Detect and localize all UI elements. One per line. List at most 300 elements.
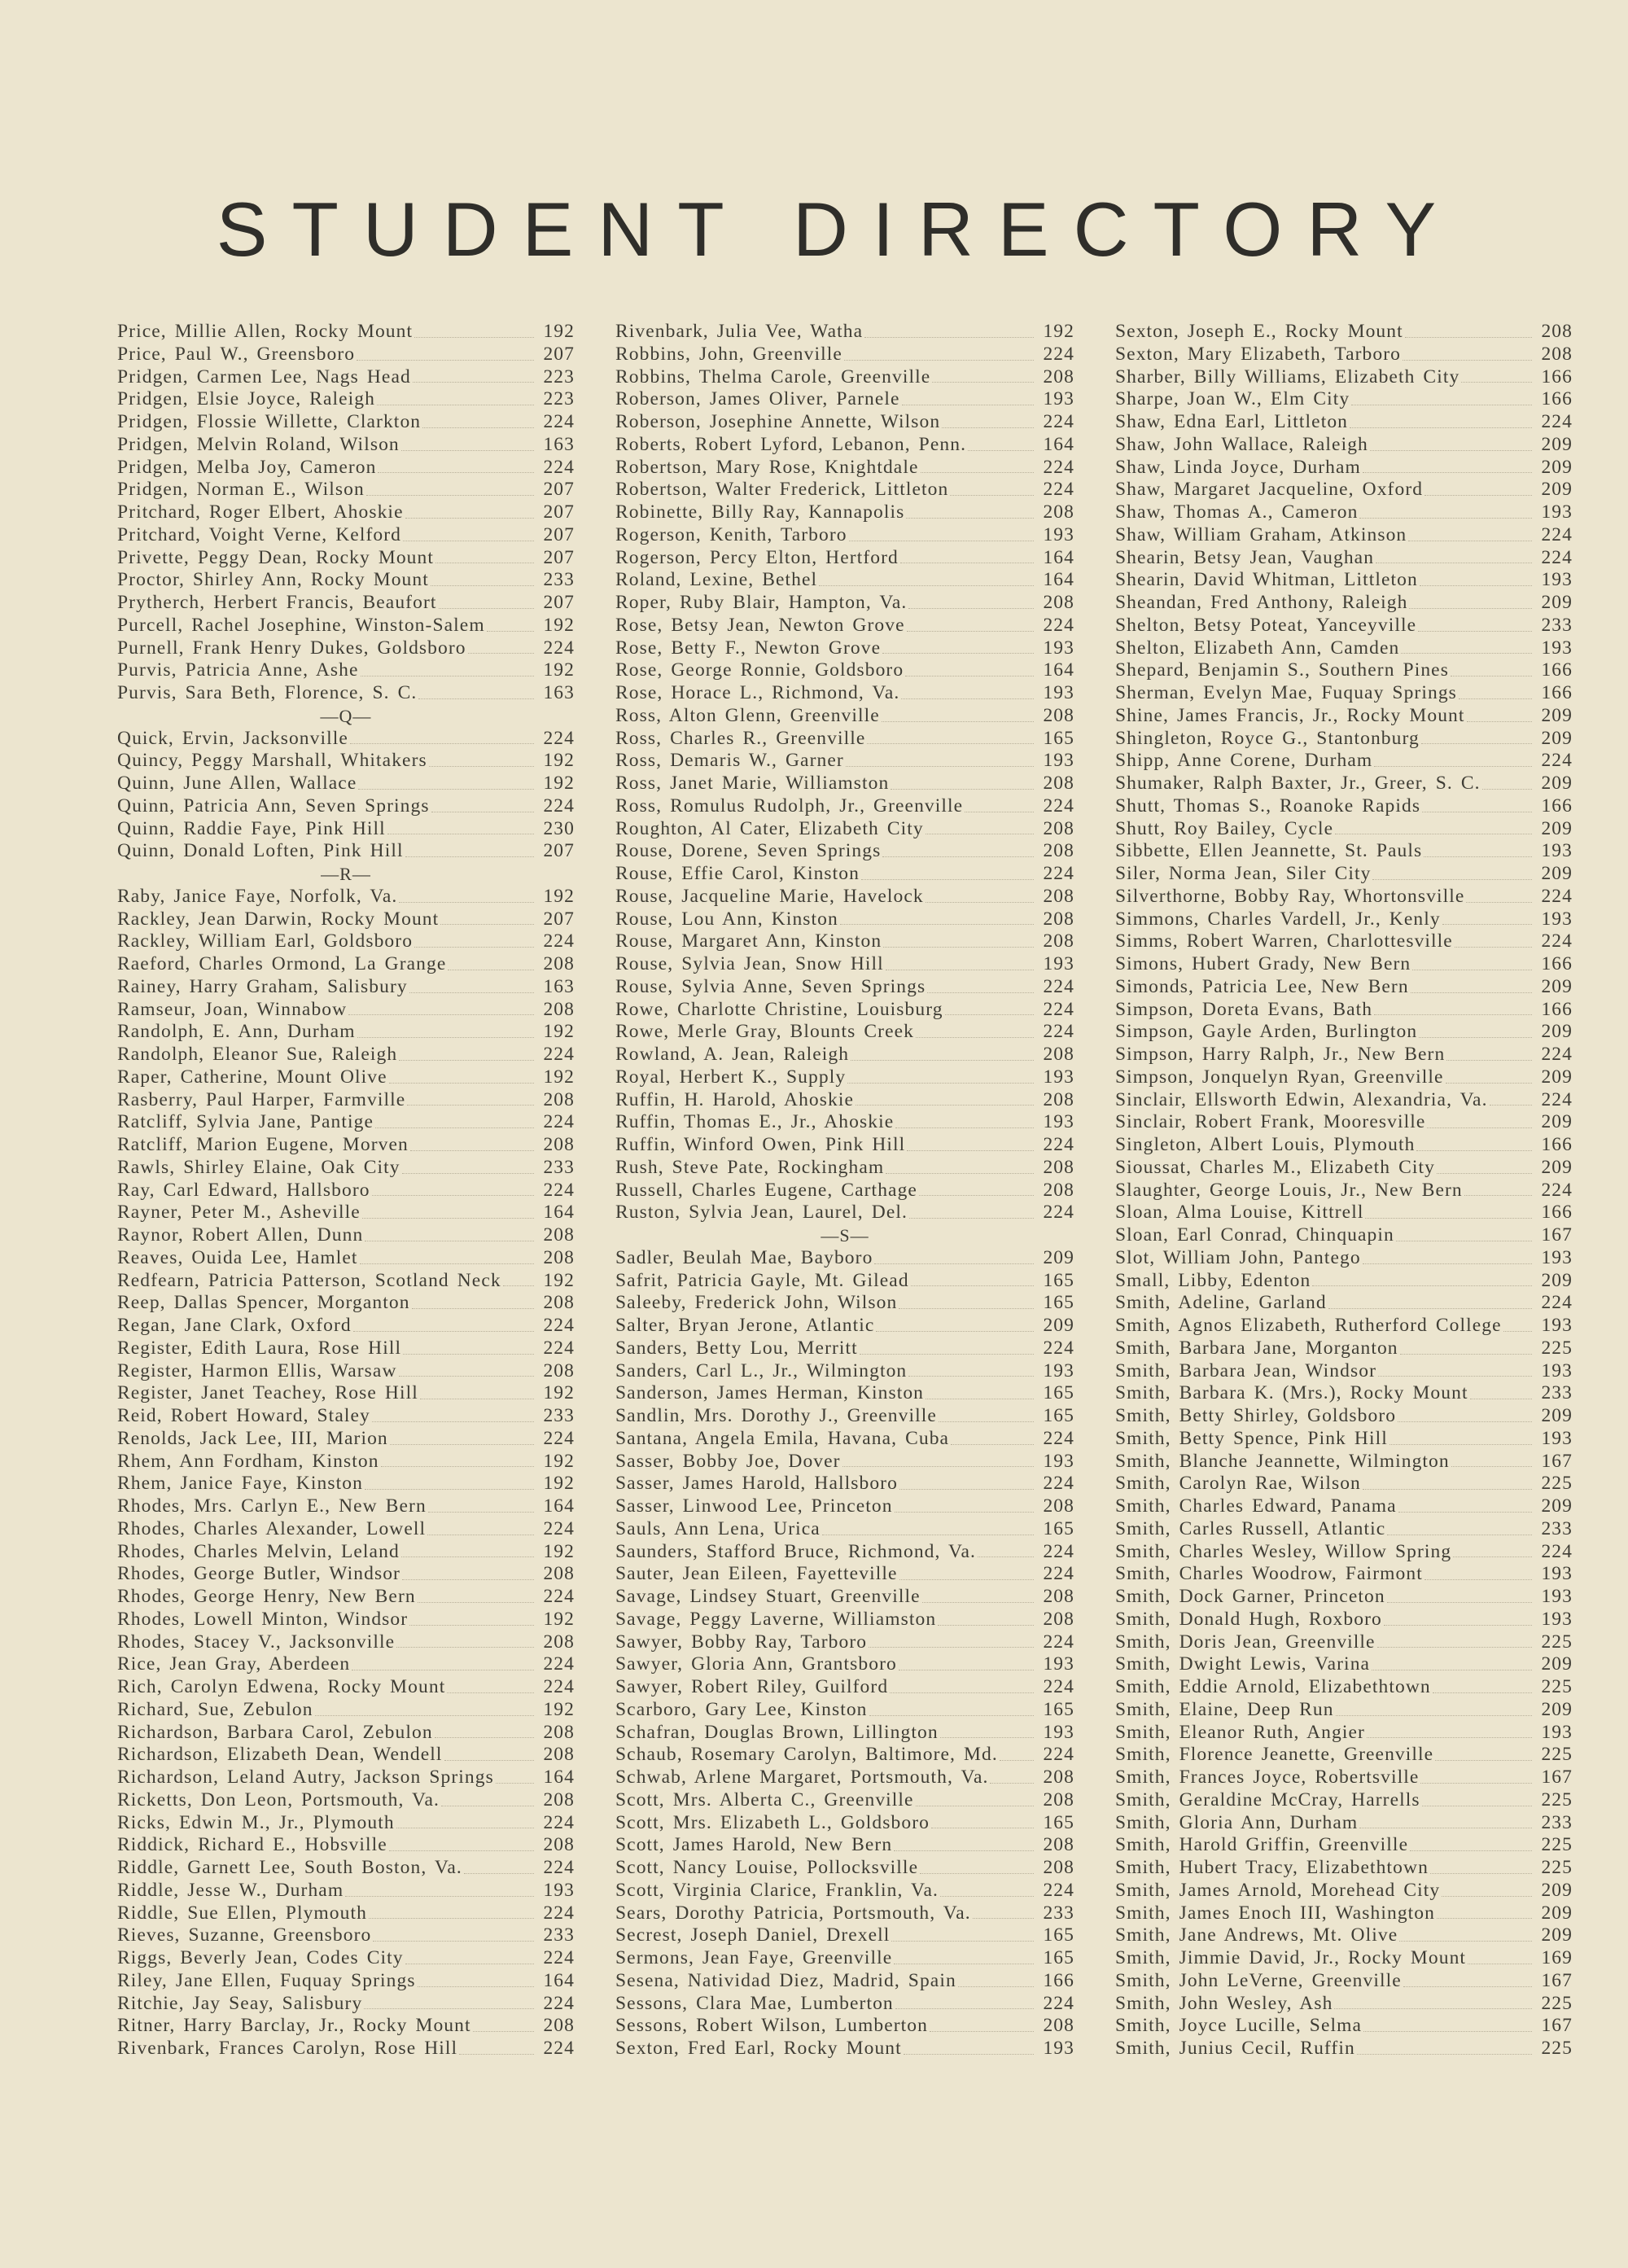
dot-leader — [409, 1625, 534, 1626]
student-name-hometown: Simons, Hubert Grady, New Bern — [1115, 953, 1411, 974]
directory-entry — [615, 750, 1074, 773]
directory-entry — [1115, 1880, 1573, 1902]
directory-entry — [1115, 1202, 1573, 1224]
student-name-hometown: Roper, Ruby Blair, Hampton, Va. — [615, 592, 908, 613]
student-name-hometown: Rose, Betty F., Newton Grove — [615, 637, 882, 659]
student-name-hometown: Sawyer, Bobby Ray, Tarboro — [615, 1631, 868, 1653]
page-number: 193 — [1541, 1586, 1573, 1607]
student-name-hometown: Sanders, Betty Lou, Merritt — [615, 1337, 858, 1359]
student-name-hometown: Riggs, Beverly Jean, Codes City — [117, 1947, 404, 1968]
page-number: 193 — [543, 1879, 575, 1901]
page-number: 224 — [1043, 1631, 1074, 1653]
directory-entry — [1115, 1586, 1573, 1609]
student-name-hometown: Robbins, John, Greenville — [615, 343, 842, 365]
page-number: 193 — [1043, 1653, 1074, 1675]
directory-entry — [615, 1270, 1074, 1293]
page-number: 193 — [1043, 388, 1074, 410]
student-name-hometown: Shearin, Betsy Jean, Vaughan — [1115, 546, 1375, 568]
student-name-hometown: Roberson, James Oliver, Parnele — [615, 388, 900, 410]
dot-leader — [1446, 1083, 1532, 1084]
dot-leader — [1482, 789, 1532, 790]
directory-entry — [615, 1495, 1074, 1518]
dot-leader — [882, 721, 1034, 722]
page-number: 224 — [1043, 1337, 1074, 1359]
student-name-hometown: Shipp, Anne Corene, Durham — [1115, 750, 1373, 772]
dot-leader — [362, 1218, 534, 1219]
student-name-hometown: Prytherch, Herbert Francis, Beaufort — [117, 592, 437, 613]
student-name-hometown: Simmons, Charles Vardell, Jr., Kenly — [1115, 908, 1441, 930]
dot-leader — [916, 1037, 1034, 1038]
page-number: 208 — [1043, 885, 1074, 907]
directory-entry — [615, 321, 1074, 344]
student-name-hometown: Sinclair, Ellsworth Edwin, Alexandria, Va. — [1115, 1088, 1488, 1110]
student-name-hometown: Smith, Gloria Ann, Durham — [1115, 1811, 1359, 1833]
student-name-hometown: Smith, James Arnold, Morehead City — [1115, 1879, 1441, 1901]
dot-leader — [1328, 1308, 1532, 1309]
page-number: 209 — [1541, 817, 1573, 839]
directory-entry — [615, 999, 1074, 1022]
student-name-hometown: Schafran, Douglas Brown, Lillington — [615, 1721, 939, 1743]
student-name-hometown: Ritner, Harry Barclay, Jr., Rocky Mount — [117, 2015, 471, 2037]
student-name-hometown: Rowe, Charlotte Christine, Louisburg — [615, 998, 943, 1020]
dot-leader — [1363, 472, 1532, 473]
directory-entry — [1115, 411, 1573, 434]
student-name-hometown: Simpson, Harry Ralph, Jr., New Bern — [1115, 1044, 1446, 1065]
directory-entry — [1115, 1111, 1573, 1134]
student-name-hometown: Ross, Alton Glenn, Greenville — [615, 704, 880, 726]
student-name-hometown: Siler, Norma Jean, Siler City — [1115, 863, 1372, 884]
dot-leader — [418, 698, 534, 699]
directory-entry — [117, 682, 575, 705]
page-number: 224 — [1043, 975, 1074, 997]
dot-leader — [503, 1285, 534, 1286]
directory-entry — [1115, 1947, 1573, 1970]
page-number: 224 — [543, 1315, 575, 1336]
student-name-hometown: Smith, Dock Garner, Princeton — [1115, 1586, 1385, 1607]
student-name-hometown: Redfearn, Patricia Patterson, Scotland Neck — [117, 1269, 501, 1291]
directory-entry — [117, 840, 575, 863]
directory-entry — [1115, 1405, 1573, 1428]
directory-entry — [117, 1180, 575, 1202]
student-name-hometown: Sibbette, Ellen Jeannette, St. Pauls — [1115, 840, 1423, 862]
directory-entry — [1115, 637, 1573, 660]
directory-entry — [615, 1044, 1074, 1066]
student-name-hometown: Raper, Catherine, Mount Olive — [117, 1066, 387, 1088]
dot-leader — [1442, 924, 1532, 925]
page-number: 209 — [1541, 863, 1573, 884]
student-name-hometown: Riley, Jane Ellen, Fuquay Springs — [117, 1969, 416, 1991]
directory-entry — [1115, 1722, 1573, 1745]
directory-entry — [117, 795, 575, 818]
directory-entry — [117, 1428, 575, 1451]
letter-section-header: —R— — [321, 864, 371, 884]
dot-leader — [909, 1218, 1034, 1219]
student-name-hometown: Robbins, Thelma Carole, Greenville — [615, 366, 931, 387]
directory-entry — [117, 930, 575, 953]
directory-entry — [117, 773, 575, 795]
directory-entry — [615, 1292, 1074, 1315]
page-number: 165 — [1043, 1292, 1074, 1314]
student-name-hometown: Richardson, Barbara Carol, Zebulon — [117, 1721, 433, 1743]
dot-leader — [357, 1037, 534, 1038]
dot-leader — [396, 1647, 534, 1648]
directory-entry — [1115, 659, 1573, 682]
student-name-hometown: Rogerson, Kenith, Tarboro — [615, 523, 847, 545]
directory-entry — [1115, 1744, 1573, 1767]
directory-entry — [615, 795, 1074, 818]
page-number: 233 — [543, 569, 575, 591]
page-number: 207 — [543, 343, 575, 365]
dot-leader — [1372, 879, 1532, 880]
dot-leader — [895, 1512, 1034, 1513]
directory-entry — [117, 976, 575, 999]
dot-leader — [846, 766, 1034, 767]
directory-entry — [117, 1789, 575, 1812]
dot-leader — [412, 1308, 534, 1309]
dot-leader — [373, 1941, 534, 1942]
dot-leader — [372, 1195, 534, 1196]
directory-entry — [615, 2015, 1074, 2038]
student-name-hometown: Shaw, Linda Joyce, Durham — [1115, 456, 1361, 478]
directory-entry — [615, 840, 1074, 863]
student-name-hometown: Quinn, June Allen, Wallace — [117, 773, 357, 794]
page-number: 208 — [1541, 321, 1573, 342]
directory-entry — [117, 1857, 575, 1880]
student-name-hometown: Royal, Herbert K., Supply — [615, 1066, 847, 1088]
student-name-hometown: Smith, Betty Shirley, Goldsboro — [1115, 1405, 1397, 1426]
dot-leader — [883, 947, 1034, 948]
student-name-hometown: Robertson, Walter Frederick, Littleton — [615, 479, 949, 501]
student-name-hometown: Purvis, Patricia Anne, Ashe — [117, 659, 359, 681]
directory-entry — [1115, 999, 1573, 1022]
directory-entry — [117, 909, 575, 931]
directory-entry — [117, 1609, 575, 1631]
directory-entry — [117, 1315, 575, 1338]
page-number: 207 — [543, 501, 575, 523]
page-number: 224 — [1541, 546, 1573, 568]
page-number: 208 — [543, 1744, 575, 1766]
page-number: 208 — [1043, 704, 1074, 726]
directory-entry — [1115, 840, 1573, 863]
directory-entry — [117, 637, 575, 660]
student-name-hometown: Smith, Junius Cecil, Ruffin — [1115, 2038, 1355, 2059]
page-number: 208 — [1043, 930, 1074, 952]
directory-entry — [117, 728, 575, 751]
directory-entry — [615, 909, 1074, 931]
student-name-hometown: Ruffin, Thomas E., Jr., Ahoskie — [615, 1111, 895, 1133]
student-name-hometown: Simpson, Jonquelyn Ryan, Greenville — [1115, 1066, 1444, 1088]
page-number: 164 — [1043, 433, 1074, 455]
student-name-hometown: Ritchie, Jay Seay, Salisbury — [117, 1992, 363, 2014]
directory-entry — [1115, 1902, 1573, 1925]
student-name-hometown: Sauter, Jean Eileen, Fayetteville — [615, 1563, 898, 1585]
student-name-hometown: Rice, Jean Gray, Aberdeen — [117, 1653, 351, 1675]
directory-entry — [1115, 1315, 1573, 1338]
directory-entry — [1115, 1541, 1573, 1564]
page-number: 209 — [1541, 1495, 1573, 1517]
page-number: 193 — [1043, 1721, 1074, 1743]
student-name-hometown: Purvis, Sara Beth, Florence, S. C. — [117, 682, 418, 703]
student-name-hometown: Raynor, Robert Allen, Dunn — [117, 1224, 364, 1246]
directory-entry — [1115, 930, 1573, 953]
letter-section-header: —Q— — [320, 705, 372, 726]
directory-entry — [1115, 1699, 1573, 1722]
student-name-hometown: Rieves, Suzanne, Greensboro — [117, 1924, 372, 1946]
page-number: 208 — [543, 1834, 575, 1856]
directory-entry — [615, 886, 1074, 909]
dot-leader — [405, 856, 534, 857]
page-number: 224 — [1541, 1292, 1573, 1314]
page-number: 193 — [1043, 523, 1074, 545]
student-name-hometown: Savage, Lindsey Stuart, Greenville — [615, 1586, 921, 1607]
page-number: 224 — [1043, 1473, 1074, 1495]
student-name-hometown: Quincy, Peggy Marshall, Whitakers — [117, 750, 427, 772]
directory-entry — [117, 457, 575, 479]
student-name-hometown: Sherman, Evelyn Mae, Fuquay Springs — [1115, 682, 1457, 703]
directory-entry — [615, 388, 1074, 411]
directory-entry — [1115, 479, 1573, 501]
student-name-hometown: Sauls, Ann Lena, Urica — [615, 1517, 821, 1539]
directory-entry — [117, 1360, 575, 1383]
directory-entry — [615, 1157, 1074, 1180]
dot-leader — [414, 947, 534, 948]
student-name-hometown: Rouse, Lou Ann, Kinston — [615, 908, 838, 930]
student-name-hometown: Simonds, Patricia Lee, New Bern — [1115, 975, 1409, 997]
page-number: 224 — [543, 1653, 575, 1675]
directory-entry — [615, 569, 1074, 592]
directory-entry — [1115, 1089, 1573, 1112]
page-number: 224 — [1043, 614, 1074, 636]
page-number: 207 — [543, 840, 575, 862]
directory-entry — [615, 953, 1074, 976]
student-name-hometown: Rouse, Jacqueline Marie, Havelock — [615, 885, 924, 907]
page-number: 193 — [1043, 750, 1074, 772]
student-name-hometown: Sasser, Linwood Lee, Princeton — [615, 1495, 893, 1517]
student-name-hometown: Purcell, Rachel Josephine, Winston-Salem — [117, 614, 485, 636]
directory-entry — [1115, 705, 1573, 728]
page-number: 224 — [543, 727, 575, 749]
directory-entry — [1115, 1518, 1573, 1541]
dot-leader — [1389, 1444, 1532, 1445]
directory-entry — [117, 434, 575, 457]
student-name-hometown: Rose, Betsy Jean, Newton Grove — [615, 614, 905, 636]
student-name-hometown: Ramseur, Joan, Winnabow — [117, 998, 348, 1020]
page-number: 209 — [1541, 1021, 1573, 1043]
dot-leader — [1378, 1376, 1532, 1377]
page-number: 224 — [1541, 930, 1573, 952]
student-name-hometown: Schaub, Rosemary Carolyn, Baltimore, Md. — [615, 1744, 998, 1766]
page-number: 224 — [1541, 1179, 1573, 1201]
dot-leader — [1000, 1760, 1034, 1761]
dot-leader — [1403, 1986, 1532, 1987]
page-number: 224 — [543, 795, 575, 817]
directory-entry — [1115, 1631, 1573, 1654]
directory-entry — [117, 2015, 575, 2038]
dot-leader — [409, 992, 534, 993]
page-number: 193 — [1043, 1359, 1074, 1381]
directory-entry — [615, 1699, 1074, 1722]
directory-entry — [615, 457, 1074, 479]
page-number: 164 — [543, 1969, 575, 1991]
directory-entry — [1115, 1609, 1573, 1631]
student-name-hometown: Raeford, Charles Ormond, La Grange — [117, 953, 447, 974]
dot-leader — [366, 495, 534, 496]
dot-leader — [1503, 1331, 1532, 1332]
page-number: 224 — [1043, 863, 1074, 884]
dot-leader — [1446, 1060, 1532, 1061]
directory-entry — [615, 659, 1074, 682]
page-number: 164 — [1043, 569, 1074, 591]
directory-entry — [117, 1631, 575, 1654]
page-number: 224 — [1043, 1992, 1074, 2014]
letter-section-header: —S— — [821, 1225, 869, 1246]
student-name-hometown: Robinette, Billy Ray, Kannapolis — [615, 501, 905, 523]
directory-entry — [117, 1653, 575, 1676]
directory-entry — [1115, 457, 1573, 479]
directory-entry — [615, 637, 1074, 660]
directory-entry — [615, 1405, 1074, 1428]
page-number: 224 — [543, 1427, 575, 1449]
directory-entry — [1115, 344, 1573, 366]
student-name-hometown: Smith, Agnos Elizabeth, Rutherford College — [1115, 1315, 1502, 1336]
directory-column-2 — [615, 321, 1074, 2060]
directory-entry — [117, 1224, 575, 1247]
directory-entry — [615, 366, 1074, 389]
page-number: 193 — [1541, 637, 1573, 659]
page-number: 224 — [1541, 523, 1573, 545]
directory-entry — [117, 1270, 575, 1293]
page-number: 225 — [1541, 1676, 1573, 1697]
directory-entry — [117, 999, 575, 1022]
directory-entry — [1115, 1857, 1573, 1880]
page-number: 193 — [1541, 1608, 1573, 1630]
directory-entry — [117, 1970, 575, 1993]
directory-entry — [1115, 1834, 1573, 1857]
page-number: 193 — [1043, 2038, 1074, 2059]
directory-entry — [615, 592, 1074, 615]
dot-leader — [1365, 1218, 1532, 1219]
directory-entry — [117, 1111, 575, 1134]
page-number: 193 — [1541, 1721, 1573, 1743]
directory-entry — [117, 1451, 575, 1473]
page-number: 193 — [1043, 637, 1074, 659]
page-number: 223 — [543, 388, 575, 410]
dot-leader — [429, 766, 534, 767]
dot-leader — [1490, 1105, 1532, 1106]
student-name-hometown: Saleeby, Frederick John, Wilson — [615, 1292, 898, 1314]
directory-entry — [615, 1586, 1074, 1609]
student-name-hometown: Smith, Charles Wesley, Willow Spring — [1115, 1540, 1452, 1562]
page-number: 209 — [1541, 975, 1573, 997]
dot-leader — [358, 789, 534, 790]
directory-entry — [1115, 1924, 1573, 1947]
student-name-hometown: Randolph, E. Ann, Durham — [117, 1021, 356, 1043]
page-number: 224 — [1043, 1134, 1074, 1155]
dot-leader — [1359, 518, 1532, 519]
student-name-hometown: Simms, Robert Warren, Charlottesville — [1115, 930, 1453, 952]
student-name-hometown: Sloan, Alma Louise, Kittrell — [1115, 1202, 1364, 1224]
directory-entry — [615, 1947, 1074, 1970]
student-name-hometown: Shine, James Francis, Jr., Rocky Mount — [1115, 704, 1465, 726]
student-name-hometown: Sessons, Robert Wilson, Lumberton — [615, 2015, 929, 2037]
student-name-hometown: Quinn, Donald Loften, Pink Hill — [117, 840, 404, 862]
directory-entry — [615, 818, 1074, 841]
directory-entry — [117, 1021, 575, 1044]
dot-leader — [919, 1195, 1034, 1196]
page-number: 233 — [1541, 1517, 1573, 1539]
directory-entry — [1115, 2015, 1573, 2038]
student-name-hometown: Smith, Joyce Lucille, Selma — [1115, 2015, 1363, 2037]
dot-leader — [932, 382, 1034, 383]
student-name-hometown: Rackley, Jean Darwin, Rocky Mount — [117, 908, 440, 930]
page-number: 208 — [543, 2015, 575, 2037]
page-number: 192 — [543, 1698, 575, 1720]
directory-entry — [615, 728, 1074, 751]
page-number: 208 — [1043, 773, 1074, 794]
directory-entry — [615, 1970, 1074, 1993]
directory-entry — [615, 1134, 1074, 1157]
student-name-hometown: Ross, Demaris W., Garner — [615, 750, 844, 772]
page-number: 224 — [543, 1992, 575, 2014]
page-number: 208 — [1043, 1767, 1074, 1788]
dot-leader — [894, 1850, 1034, 1851]
student-name-hometown: Rhodes, Charles Melvin, Leland — [117, 1540, 400, 1562]
dot-leader — [926, 902, 1034, 903]
student-name-hometown: Roughton, Al Cater, Elizabeth City — [615, 817, 924, 839]
directory-entry — [615, 1631, 1074, 1654]
student-name-hometown: Smith, Carolyn Rae, Wilson — [1115, 1473, 1361, 1495]
student-name-hometown: Rackley, William Earl, Goldsboro — [117, 930, 414, 952]
dot-leader — [958, 1986, 1034, 1987]
dot-leader — [1367, 1737, 1532, 1738]
directory-entry — [117, 1202, 575, 1224]
directory-entry — [615, 1767, 1074, 1789]
directory-entry — [615, 2038, 1074, 2060]
page-number: 208 — [1043, 1156, 1074, 1178]
page-number: 224 — [543, 1111, 575, 1133]
student-name-hometown: Smith, Betty Spence, Pink Hill — [1115, 1427, 1388, 1449]
dot-leader — [350, 743, 534, 744]
dot-leader — [861, 879, 1034, 880]
directory-entry — [1115, 1270, 1573, 1293]
dot-leader — [911, 1285, 1034, 1286]
page-number: 209 — [1541, 1269, 1573, 1291]
page-number: 224 — [1541, 411, 1573, 432]
dot-leader — [365, 1489, 534, 1490]
directory-entry — [615, 547, 1074, 570]
student-name-hometown: Shelton, Betsy Poteat, Yanceyville — [1115, 614, 1417, 636]
directory-entry — [1115, 321, 1573, 344]
directory-entry — [1115, 976, 1573, 999]
dot-leader — [869, 1647, 1034, 1648]
dot-leader — [907, 1150, 1034, 1151]
dot-leader — [1420, 585, 1532, 586]
directory-entry — [615, 1473, 1074, 1495]
directory-entry — [615, 773, 1074, 795]
page-number: 224 — [543, 1902, 575, 1924]
student-name-hometown: Sharpe, Joan W., Elm City — [1115, 388, 1350, 410]
directory-entry — [615, 1428, 1074, 1451]
page-number: 166 — [1541, 795, 1573, 817]
directory-entry — [117, 818, 575, 841]
student-name-hometown: Shelton, Elizabeth Ann, Camden — [1115, 637, 1400, 659]
student-name-hometown: Rhodes, George Henry, New Bern — [117, 1586, 416, 1607]
page-number: 165 — [1043, 1382, 1074, 1404]
student-name-hometown: Ricketts, Don Leon, Portsmouth, Va. — [117, 1789, 440, 1810]
directory-entry — [615, 1180, 1074, 1202]
page-number: 209 — [1043, 1246, 1074, 1268]
student-name-hometown: Rawls, Shirley Elaine, Oak City — [117, 1156, 400, 1178]
